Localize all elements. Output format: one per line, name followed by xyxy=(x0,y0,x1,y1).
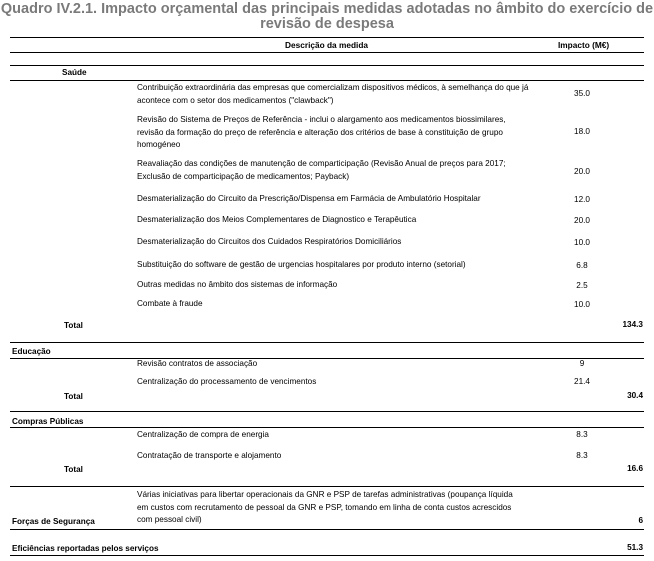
section-rule xyxy=(10,486,644,487)
table-bottom-rule xyxy=(10,555,644,556)
section-rule xyxy=(10,411,644,412)
row-value: 10.0 xyxy=(574,238,590,247)
table-row: Revisão contratos de associação xyxy=(137,359,258,368)
section-label-compras: Compras Públicas xyxy=(12,417,84,426)
col-header-description: Descrição da medida xyxy=(285,40,369,50)
row-value: 20.0 xyxy=(574,216,590,225)
table-row: Centralização do processamento de vencimentos xyxy=(137,377,317,386)
total-value: 30.4 xyxy=(627,391,643,400)
row-value: 6.8 xyxy=(576,261,588,270)
row-value: 20.0 xyxy=(574,167,590,176)
table-title: Quadro IV.2.1. Impacto orçamental das principais medidas adotadas no âmbito do exercício de revisão de despesa xyxy=(0,1,654,32)
table-row: Contribuição extraordinária das empresas que comercializam dispositivos médicos, à semelhança do que já acontece com o setor dos medicamentos ("clawback") xyxy=(137,83,529,105)
section-label-eficiencias: Eficiências reportadas pelos serviços xyxy=(12,544,159,553)
section-label-educacao: Educação xyxy=(12,347,51,356)
section-label-seguranca: Forças de Segurança xyxy=(12,517,95,526)
row-value: 18.0 xyxy=(574,127,590,136)
row-value: 8.3 xyxy=(576,430,588,439)
table-row: Contratação de transporte e alojamento xyxy=(137,451,282,460)
table-row: Várias iniciativas para libertar operacionais da GNR e PSP de tarefas administrativas (poupança líquida em custos com recrutamento de pessoal da GNR e PSP, tomando em linha de conta custos acrescidos com pessoal civil) xyxy=(137,490,513,524)
row-value: 35.0 xyxy=(574,89,590,98)
table-row: Desmaterialização do Circuitos dos Cuidados Respiratórios Domiciliários xyxy=(137,237,402,246)
section-rule xyxy=(10,529,644,530)
row-value: 10.0 xyxy=(574,300,590,309)
table-row: Outras medidas no âmbito dos sistemas de informação xyxy=(137,280,338,289)
section-rule xyxy=(10,342,644,343)
body-top-rule xyxy=(10,65,644,66)
section-label-saude: Saúde xyxy=(62,68,87,77)
table-row: Centralização de compra de energia xyxy=(137,430,269,439)
table-row: Desmaterialização dos Meios Complementares de Diagnostico e Terapêutica xyxy=(137,215,417,224)
row-value: 21.4 xyxy=(574,377,590,386)
table-row: Substituição do software de gestão de urgencias hospitalares por produto interno (setorial) xyxy=(137,260,466,269)
table-row: Reavaliação das condições de manutenção de comparticipação (Revisão Anual de preços para 2017; Exclusão de comparticipação de medicamentos; Payback) xyxy=(137,159,506,181)
row-value: 9 xyxy=(579,359,585,368)
total-label: Total xyxy=(64,465,83,474)
table-row: Desmaterialização do Circuito da Prescrição/Dispensa em Farmácia de Ambulatório Hospitalar xyxy=(137,194,481,203)
header-top-rule xyxy=(10,37,644,38)
row-value: 12.0 xyxy=(574,195,590,204)
total-value: 51.3 xyxy=(627,543,643,552)
total-label: Total xyxy=(64,392,83,401)
table-row: Revisão do Sistema de Preços de Referência - inclui o alargamento aos medicamentos biossimilares, revisão da formação do preço de referência e alteração dos critérios de base à constituição de grupo homogéneo xyxy=(137,115,506,149)
section-rule xyxy=(10,80,644,81)
total-value: 134.3 xyxy=(622,320,643,329)
header-bottom-rule xyxy=(10,52,644,53)
col-header-impact: Impacto (M€) xyxy=(558,40,610,50)
total-label: Total xyxy=(64,321,83,330)
row-value: 2.5 xyxy=(576,281,588,290)
row-value: 8.3 xyxy=(576,451,588,460)
section-rule xyxy=(10,427,644,428)
total-value: 6 xyxy=(638,516,643,525)
table-row: Combate à fraude xyxy=(137,299,203,308)
total-value: 16.6 xyxy=(627,464,643,473)
